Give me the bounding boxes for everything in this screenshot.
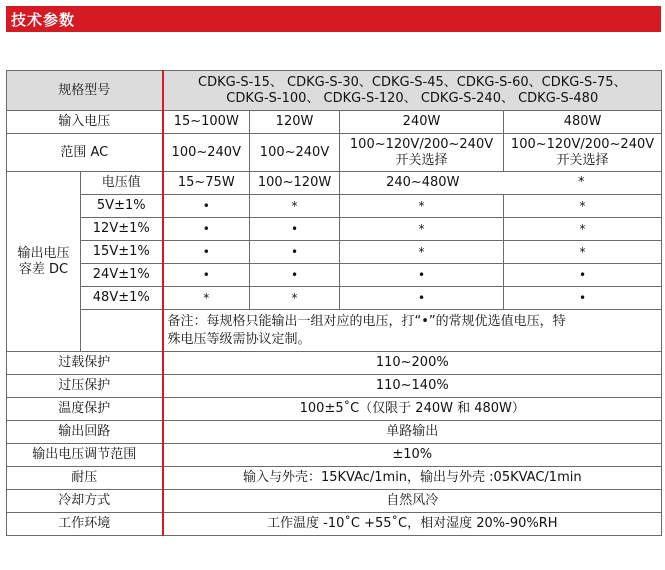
cell: 110~140% bbox=[163, 375, 662, 398]
cell: * bbox=[504, 218, 662, 241]
table-row bbox=[7, 218, 662, 241]
table-row bbox=[7, 172, 662, 195]
row-label: 5V±1% bbox=[81, 195, 163, 218]
cell: 15~75W bbox=[163, 172, 250, 195]
cell: • bbox=[504, 287, 662, 310]
cell: • bbox=[340, 264, 504, 287]
cell: • bbox=[163, 241, 250, 264]
row-label: 12V±1% bbox=[81, 218, 163, 241]
cell: 100~120V/200~240V 开关选择 bbox=[504, 134, 662, 172]
cell: 输入与外壳：15KVAc/1min，输出与外壳 :05KVAC/1min bbox=[163, 467, 662, 490]
cell: • bbox=[250, 241, 340, 264]
cell: 自然风冷 bbox=[163, 490, 662, 513]
model-label: 规格型号 bbox=[7, 71, 163, 111]
table-row bbox=[7, 134, 662, 172]
cell: 240~480W * bbox=[340, 172, 662, 195]
table-row bbox=[7, 375, 662, 398]
cell: 单路输出 bbox=[163, 421, 662, 444]
section-title: 技术参数 bbox=[11, 11, 76, 29]
table-row bbox=[7, 71, 662, 111]
range-ac-label: 范围 AC bbox=[7, 134, 163, 172]
table-row bbox=[7, 111, 662, 134]
row-label: 过压保护 bbox=[7, 375, 163, 398]
output-tolerance-label: 输出电压 容差 DC bbox=[7, 172, 81, 352]
cell: 120W bbox=[250, 111, 340, 134]
table-row bbox=[7, 310, 662, 352]
cell: * bbox=[340, 218, 504, 241]
table-row bbox=[7, 241, 662, 264]
cell: • bbox=[163, 218, 250, 241]
cell: * bbox=[250, 287, 340, 310]
row-label: 输出回路 bbox=[7, 421, 163, 444]
table-row bbox=[7, 352, 662, 375]
cell: • bbox=[340, 287, 504, 310]
cell: * bbox=[163, 287, 250, 310]
cell: 15~100W bbox=[163, 111, 250, 134]
cell: 100~240V bbox=[163, 134, 250, 172]
cell: 工作温度 -10˚C +55˚C，相对湿度 20%-90%RH bbox=[163, 513, 662, 536]
table-row bbox=[7, 195, 662, 218]
cell: 480W bbox=[504, 111, 662, 134]
table-row bbox=[7, 287, 662, 310]
model-list: CDKG-S-15、 CDKG-S-30、CDKG-S-45、CDKG-S-60、CDKG-S-75、 CDKG-S-100、 CDKG-S-120、 CDKG-S-240、 CDKG-S-480 bbox=[163, 71, 662, 111]
row-label: 15V±1% bbox=[81, 241, 163, 264]
table-row bbox=[7, 444, 662, 467]
cell: * bbox=[340, 195, 504, 218]
row-label: 过载保护 bbox=[7, 352, 163, 375]
row-label: 48V±1% bbox=[81, 287, 163, 310]
row-label: 工作环境 bbox=[7, 513, 163, 536]
voltage-value-label: 电压值 bbox=[81, 172, 163, 195]
cell: • bbox=[504, 264, 662, 287]
input-voltage-label: 输入电压 bbox=[7, 111, 163, 134]
cell: 100~120W bbox=[250, 172, 340, 195]
cell: * bbox=[250, 195, 340, 218]
cell: • bbox=[163, 264, 250, 287]
table-row bbox=[7, 490, 662, 513]
row-label: 温度保护 bbox=[7, 398, 163, 421]
cell: • bbox=[250, 264, 340, 287]
row-label: 24V±1% bbox=[81, 264, 163, 287]
row-label: 冷却方式 bbox=[7, 490, 163, 513]
empty-cell bbox=[81, 310, 163, 352]
cell: 100±5˚C（仅限于 240W 和 480W） bbox=[163, 398, 662, 421]
cell: ±10% bbox=[163, 444, 662, 467]
cell: 110~200% bbox=[163, 352, 662, 375]
cell: • bbox=[250, 218, 340, 241]
table-row bbox=[7, 421, 662, 444]
section-banner bbox=[6, 6, 661, 32]
table-row bbox=[7, 467, 662, 490]
row-label: 耐压 bbox=[7, 467, 163, 490]
table-row bbox=[7, 398, 662, 421]
note: 备注：每规格只能输出一组对应的电压，打“•”的常规优选值电压，特 殊电压等级需协议定制。 bbox=[163, 310, 662, 352]
cell: 100~240V bbox=[250, 134, 340, 172]
cell: * bbox=[504, 241, 662, 264]
table-row bbox=[7, 264, 662, 287]
spec-table bbox=[6, 70, 662, 536]
table-row bbox=[7, 513, 662, 536]
cell: * bbox=[504, 195, 662, 218]
cell: 100~120V/200~240V 开关选择 bbox=[340, 134, 504, 172]
cell: • bbox=[163, 195, 250, 218]
row-label: 输出电压调节范围 bbox=[7, 444, 163, 467]
cell: 240W bbox=[340, 111, 504, 134]
cell: * bbox=[340, 241, 504, 264]
